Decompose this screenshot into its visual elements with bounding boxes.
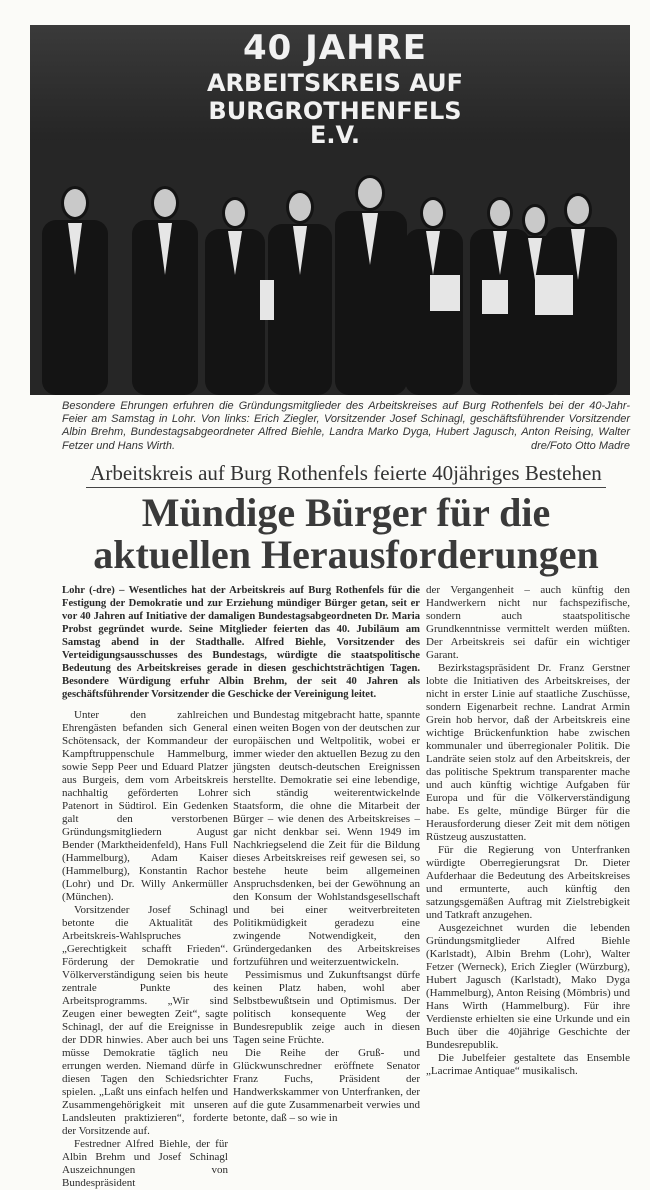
article-kicker: Arbeitskreis auf Burg Rothenfels feierte 40jähriges Bestehen [86, 461, 606, 488]
article-column-2 [233, 709, 420, 1125]
paragraph: Für die Regierung von Unterfranken würdigte Oberregierungsrat Dr. Dieter Aufderhaar die Bedeutung des Arbeitskreises und ermunterte, auch künftig den satzungsgemäßen Auftrag mit Zielstrebigkeit und Tatkraft anzugehen. [426, 843, 630, 921]
photo-banner [190, 28, 480, 149]
article-column-1 [62, 709, 228, 1190]
paragraph: Pessimismus und Zukunftsangst dürfe keinen Platz haben, wohl aber Selbstbewußtsein und Optimismus. Der politisch konsequente Weg der Bundesrepublik zeige auch in diesen Tagen seine Früchte. [233, 968, 420, 1046]
paragraph: Ausgezeichnet wurden die lebenden Gründungsmitglieder Alfred Biehle (Karlstadt), Albin Brehm (Lohr), Walter Fetzer (Werneck), Erich Ziegler (Würzburg), Hubert Jagusch (Karlstadt), Mako Dyga (Hammelburg), Anton Reising (Mömbris) und Hans Wirth (Hammelburg). Für ihre Verdienste erhielten sie eine Urkunde und ein Buch über die 40jährige Geschichte der Bundesrepublik. [426, 921, 630, 1051]
banner-line: BURGROTHENFELS E.V. [208, 97, 462, 149]
banner-line: ARBEITSKREIS AUF [206, 69, 464, 97]
photo-caption [62, 400, 630, 453]
paragraph: Festredner Alfred Biehle, der für Albin Brehm und Josef Schinagl Auszeichnungen von Bundespräsident [62, 1137, 228, 1189]
paragraph: Bezirkstagspräsident Dr. Franz Gerstner lobte die Initiativen des Arbeitskreises, der nicht in erster Linie auf staatliche Zuschüsse, sondern Eigenarbeit rechne. Landrat Armin Grein hob hervor, daß der Arbeitskreis eine wichtige Brückenfunktion habe zwischen kommunaler und überregionaler Politik. Die Landräte seien stolz auf den Arbeitskreis, der das politische Spektrum transparenter mache und auch künftig wichtige Aufgaben für Europa und für die Völkerverständigung habe. Es gelte, mündige Bürger für die Herausforderung dieser Zeit mit dem nötigen Rüstzeug auszustatten. [426, 661, 630, 843]
paragraph: Unter den zahlreichen Ehrengästen befanden sich General Schötensack, der Kommandeur der Kampftruppenschule Hammelburg, sowie Sepp Peer und Eduard Platzer aus Burgeis, dem vom Arbeitskreis nachhaltig geförderten Lohrer Patenort in Südtirol. Ein Gedenken galt den verstorbenen Gründungsmitgliedern August Bender (Marktheidenfeld), Hans Full (Hammelburg), Adam Kaiser (Hammelburg), Konstantin Rachor (Lohr) und Dr. Willy Ankermüller (München). [62, 708, 228, 903]
paragraph: Die Jubelfeier gestaltete das Ensemble „Lacrimae Antiquae“ musikalisch. [426, 1051, 630, 1077]
banner-line: 40 JAHRE [243, 28, 427, 68]
article-left-block [62, 584, 420, 1190]
paragraph: der Vergangenheit – auch künftig den Handwerkern nicht nur fachspezifische, sondern auch staatspolitische Grundkenntnisse vermittelt werden müßten. Der Arbeitskreis sei dafür ein wichtiger Garant. [426, 583, 630, 661]
article [62, 400, 630, 1190]
paragraph: Vorsitzender Josef Schinagl betonte die Aktualität des Arbeitskreis-Wahlspruches „Gerechtigkeit schafft Frieden“. Förderung der Demokratie und Völkerverständigung seien bis heute zentrale Punkte des Arbeitsprogramms. „Wir sind Zeugen einer bewegten Zeit“, sagte Schinagl, der auf die Ereignisse in der DDR hinwies. Aber auch bei uns müsse Demokratie täglich neu errungen werden. Niemand dürfe in diesen Tagen den Schiedsrichter spielen. „Laßt uns einfach helfen und Zusammengehörigkeit mit unseren Landsleuten praktizieren“, forderte der Vorsitzende auf. [62, 903, 228, 1137]
paragraph: Die Reihe der Gruß- und Glückwunschredner eröffnete Senator Franz Fuchs, Präsident der Handwerkskammer von Unterfranken, der auf die gute Zusammenarbeit verwies und betonte, daß – so wie in [233, 1046, 420, 1124]
article-body [62, 584, 630, 1190]
caption-text: Besondere Ehrungen erfuhren die Gründungsmitglieder des Arbeitskreises auf Burg Rothenfels bei der 40-Jahr-Feier am Samstag in Lohr. Von links: Erich Ziegler, Vorsitzender Josef Schinagl, geschäftsführender Vorsitzender Albin Brehm, Bundestagsabgeordneter Alfred Biehle, Landra Marko Dyga, Hubert Jagusch, Anton Reising, Walter Fetzer und Hans Wirth. [62, 400, 630, 452]
article-column-3 [426, 584, 630, 1078]
paragraph: und Bundestag mitgebracht hatte, spannte einen weiten Bogen von der deutschen zur europäischen und Weltpolitik, wobei er immer wieder den aktuellen Bezug zu den jüngsten deutsch-deutschen Ereignissen herstellte. Demokratie sei eine lebendige, sich ständig weiterentwickelnde Staatsform, die ohne die Mitarbeit der Bürger – wie denen des Arbeitskreises – gar nicht denkbar sei. Wenn 1949 im Nachkriegselend die Zeit für die Bildung dieses Arbeitskreises reif gewesen sei, so bestehe heute beim allgemeinen Anspruchsdenken, bei der Gewöhnung an den Konsum der Wohlstandsgesellschaft und bei einer weitverbreiteten Politikmüdigkeit geradezu eine zwingende Notwendigkeit, den Gründergedanken des Arbeitskreises fortzuführen und weiterzuentwickeln. [233, 708, 420, 968]
group-photo [30, 25, 630, 395]
article-columns [62, 709, 420, 1190]
article-headline: Mündige Bürger für die aktuellen Herausforderungen [93, 489, 599, 577]
photo-credit: dre/Foto Otto Madre [530, 439, 630, 452]
article-lead: Lohr (-dre) – Wesentliches hat der Arbeitskreis auf Burg Rothenfels für die Festigung der Demokratie und zur Erziehung mündiger Bürger getan, seit er vor 40 Jahren auf Initiative der damaligen Bundestagsabgeordneten Dr. Maria Probst gegründet wurde. Seine Mitglieder feierten das 40. Jubiläum am Samstag abend in der Stadthalle. Alfred Biehle, Vorsitzender des Verteidigungsausschusses des Bundestags, würdigte die staatspolitische Bedeutung des Arbeitskreises gerade in diesen geschichtsträchtigen Tagen. Besondere Würdigung erfuhr Albin Brehm, der seit 40 Jahren als geschäftsführender Vorsitzender die Geschicke der Vereinigung leitet. [62, 584, 420, 700]
